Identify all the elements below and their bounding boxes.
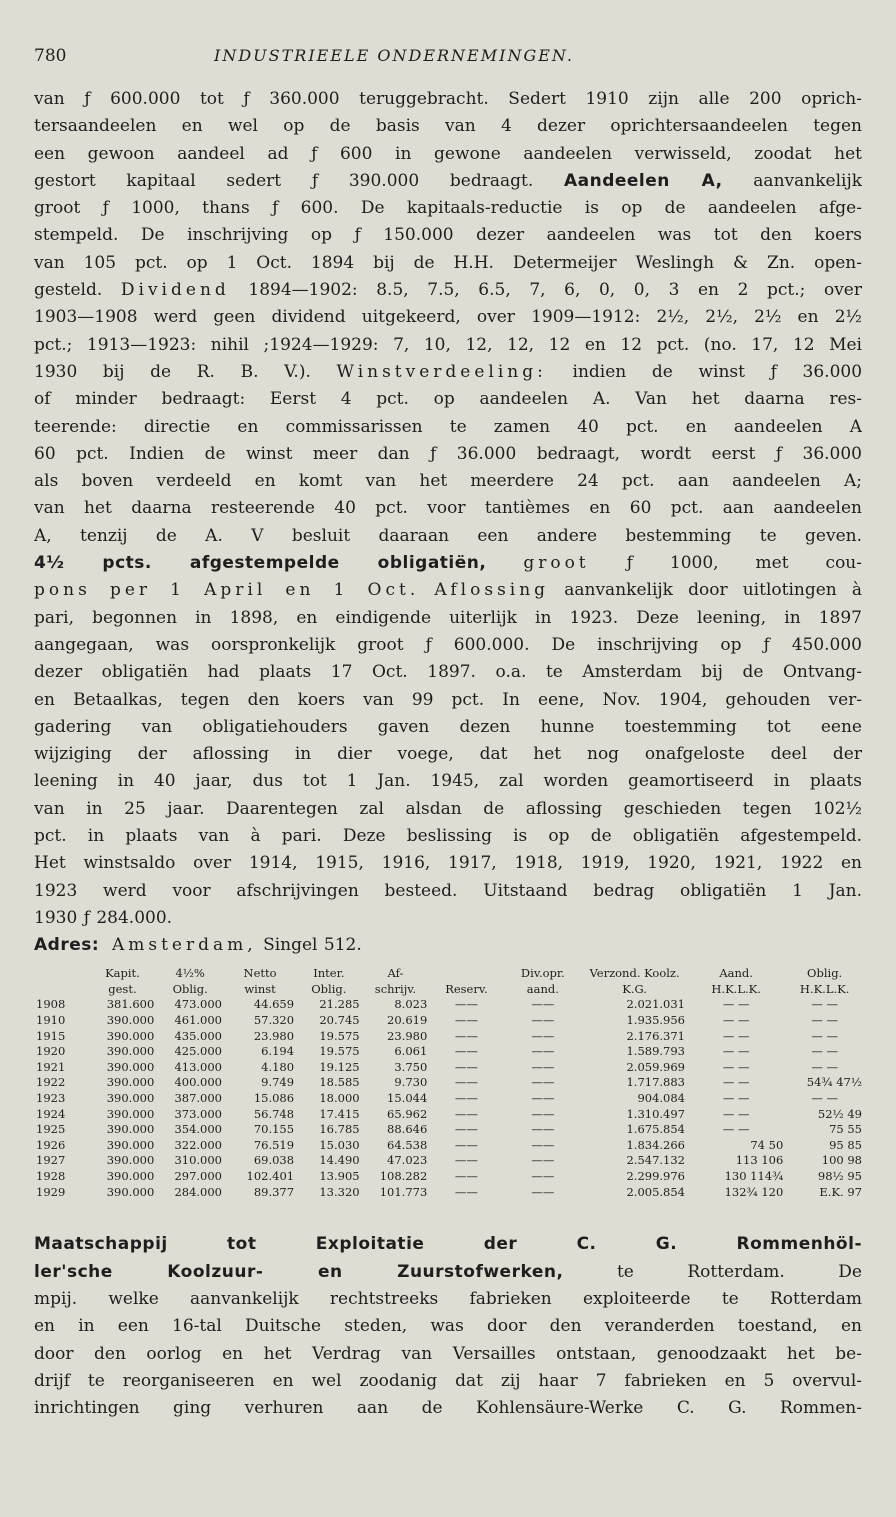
table-row: [34, 1090, 864, 1106]
table-header-cell: winst: [244, 981, 276, 996]
table-cell: 390.000: [106, 1044, 155, 1059]
table-cell: ——: [454, 1106, 478, 1121]
table-header-cell: Kapit.: [105, 966, 140, 981]
table-header-cell: K.G.: [622, 981, 647, 996]
table-cell: 64.538: [387, 1137, 428, 1152]
table-cell: 1.717.883: [626, 1075, 685, 1090]
table-cell: 18.585: [319, 1075, 360, 1090]
table-cell: ——: [531, 1169, 555, 1184]
table-cell: 354.000: [174, 1122, 222, 1137]
table-cell: 89.377: [253, 1184, 295, 1199]
table-cell: — —: [722, 1122, 750, 1137]
table-cell: 284.000: [174, 1184, 222, 1199]
table-header-cell: Verzond. Koolz.: [589, 966, 680, 981]
table-cell: 100 98: [821, 1153, 862, 1168]
table-cell: ——: [454, 1153, 478, 1168]
text-line: [34, 550, 862, 577]
table-header-cell: Oblig.: [172, 981, 208, 996]
year-cell: 1915: [36, 1028, 66, 1043]
table-header-cell: schrijv.: [374, 981, 417, 996]
table-cell: 390.000: [106, 1122, 155, 1137]
year-cell: 1929: [36, 1184, 66, 1199]
table-cell: ——: [454, 1075, 478, 1090]
year-cell: 1926: [36, 1137, 66, 1152]
table-cell: 19.125: [319, 1059, 360, 1074]
table-cell: 95 85: [829, 1137, 862, 1152]
table-cell: 1.935.956: [626, 1013, 685, 1028]
text-line: inrichtingen ging verhuren aan de Kohlensäure-Werke C. G. Rommen-: [34, 1398, 862, 1419]
table-cell: 322.000: [174, 1137, 222, 1152]
table-cell: 425.000: [174, 1044, 222, 1059]
text-line: 1903—1908 werd geen dividend uitgekeerd, over 1909—1912: 2½, 2½, 2½ en 2½: [34, 307, 862, 328]
table-cell: ——: [454, 997, 478, 1012]
table-cell: ——: [531, 1091, 555, 1106]
table-cell: 1.310.497: [626, 1106, 685, 1121]
table-cell: — —: [811, 1013, 838, 1028]
table-cell: 52½ 49: [817, 1106, 862, 1121]
table-row: [34, 1184, 864, 1200]
running-title: INDUSTRIEELE ONDERNEMINGEN.: [214, 46, 574, 65]
table-cell: 69.038: [253, 1153, 295, 1168]
table-cell: 9.730: [394, 1075, 428, 1090]
text-fragment: indien de winst ƒ 36.000: [572, 361, 862, 382]
table-cell: 6.061: [394, 1044, 428, 1059]
table-row: [34, 1121, 864, 1137]
table-cell: 20.745: [319, 1013, 360, 1028]
year-cell: 1908: [36, 997, 66, 1012]
text-line: gadering van obligatiehouders gaven dezen hunne toestemming tot eene: [34, 716, 862, 737]
table-cell: 19.575: [319, 1044, 360, 1059]
table-cell: 2.547.132: [626, 1153, 685, 1168]
text-line: stempeld. De inschrijving op ƒ 150.000 dezer aandeelen was tot den koers: [34, 225, 862, 246]
table-cell: 19.575: [319, 1028, 360, 1043]
table-cell: ——: [531, 1044, 555, 1059]
table-cell: — —: [722, 1013, 750, 1028]
table-row: [34, 1137, 864, 1153]
year-cell: 1925: [36, 1122, 66, 1137]
text-line: A, tenzij de A. V besluit daaraan een andere bestemming te geven.: [34, 525, 862, 546]
table-cell: ——: [531, 997, 555, 1012]
table-header-row: [34, 981, 864, 997]
table-cell: 20.619: [387, 1013, 428, 1028]
table-cell: — —: [811, 1028, 838, 1043]
table-header-cell: [429, 966, 503, 982]
table-cell: 381.600: [106, 997, 155, 1012]
table-cell: ——: [531, 1075, 555, 1090]
table-cell: ——: [531, 1106, 555, 1121]
table-header-cell: Reserv.: [445, 981, 488, 996]
table-cell: ——: [454, 1028, 478, 1043]
table-cell: 102.401: [246, 1169, 295, 1184]
table-cell: 74 50: [750, 1137, 784, 1152]
table-body: [34, 997, 864, 1200]
text-fragment: pons per 1 April en 1 Oct.: [34, 580, 420, 601]
text-fragment: te Rotterdam. De: [616, 1261, 862, 1282]
table-header-cell: Oblig.: [807, 966, 843, 981]
table-cell: E.K. 97: [819, 1184, 862, 1199]
table-cell: 461.000: [174, 1013, 222, 1028]
table-header-cell: gest.: [108, 981, 137, 996]
text-line: aangegaan, was oorspronkelijk groot ƒ 600.000. De inschrijving op ƒ 450.000: [34, 634, 862, 655]
table-cell: 390.000: [106, 1184, 155, 1199]
text-line: van in 25 jaar. Daarentegen zal alsdan de aflossing geschieden tegen 102½: [34, 798, 862, 819]
table-header-cell: H.K.L.K.: [799, 981, 850, 996]
table-cell: 390.000: [106, 1137, 155, 1152]
table-header-cell: Netto: [243, 966, 277, 981]
table-cell: — —: [811, 1091, 838, 1106]
table-cell: ——: [454, 1122, 478, 1137]
table-cell: 1.589.793: [626, 1044, 685, 1059]
table-cell: 387.000: [174, 1091, 222, 1106]
text-line: van het daarna resteerende 40 pct. voor tantièmes en 60 pct. aan aandeelen: [34, 498, 862, 519]
address-city: Amsterdam,: [111, 935, 257, 956]
table-cell: 400.000: [174, 1075, 222, 1090]
table-cell: — —: [811, 1044, 838, 1059]
text-line: een gewoon aandeel ad ƒ 600 in gewone aandeelen verwisseld, zoodat het: [34, 143, 862, 164]
text-line: [34, 1259, 862, 1286]
table-cell: ——: [454, 1169, 478, 1184]
table-cell: 2.299.976: [626, 1169, 685, 1184]
year-cell: 1927: [36, 1153, 66, 1168]
table-cell: 390.000: [106, 1106, 155, 1121]
table-cell: 310.000: [174, 1153, 222, 1168]
table-cell: — —: [722, 1106, 750, 1121]
text-line: en in een 16-tal Duitsche steden, was door den veranderden toestand, en: [34, 1316, 862, 1337]
text-line: als boven verdeeld en komt van het meerdere 24 pct. aan aandeelen A;: [34, 471, 862, 492]
table-cell: — —: [811, 1059, 838, 1074]
address-label: Adres:: [34, 935, 100, 956]
table-cell: 3.750: [394, 1059, 428, 1074]
table-cell: 390.000: [106, 1013, 155, 1028]
table-cell: 65.962: [387, 1106, 428, 1121]
text-line: [34, 359, 862, 386]
shares-a-heading: Aandeelen A,: [563, 170, 723, 191]
text-line: van ƒ 600.000 tot ƒ 360.000 teruggebracht. Sedert 1910 zijn alle 200 oprich-: [34, 89, 862, 109]
table-cell: 70.155: [253, 1122, 295, 1137]
text-fragment: gestort kapitaal sedert ƒ 390.000 bedraagt.: [34, 170, 534, 191]
table-cell: 15.086: [253, 1091, 295, 1106]
table-cell: 18.000: [319, 1091, 360, 1106]
text-line: 1930 ƒ 284.000.: [34, 907, 173, 928]
table-cell: 473.000: [174, 997, 222, 1012]
table-cell: ——: [531, 1028, 555, 1043]
profit-distribution-label: Winstverdeeling:: [336, 361, 547, 382]
page-number: 780: [34, 46, 67, 66]
table-cell: 904.084: [637, 1091, 685, 1106]
table-cell: 435.000: [174, 1028, 222, 1043]
table-cell: 9.749: [261, 1075, 295, 1090]
table-cell: 54¾ 47½: [806, 1075, 862, 1090]
table-header-cell: Oblig.: [311, 981, 347, 996]
table-cell: 1.675.854: [626, 1122, 685, 1137]
table-cell: 1.834.266: [626, 1137, 685, 1152]
table-cell: ——: [531, 1184, 555, 1199]
table-cell: 297.000: [174, 1169, 222, 1184]
table-cell: 373.000: [174, 1106, 222, 1121]
table-row: [34, 1106, 864, 1122]
table-cell: 75 55: [829, 1122, 862, 1137]
table-cell: 57.320: [253, 1013, 295, 1028]
text-line: Het winstsaldo over 1914, 1915, 1916, 1917, 1918, 1919, 1920, 1921, 1922 en: [34, 853, 862, 874]
table-cell: 390.000: [106, 1028, 155, 1043]
table-header-cell: Af-: [387, 966, 404, 981]
text-line: of minder bedraagt: Eerst 4 pct. op aandeelen A. Van het daarna res-: [34, 389, 862, 410]
year-cell: 1924: [36, 1106, 66, 1121]
address-line: [34, 932, 862, 959]
table-cell: 8.023: [394, 997, 428, 1012]
table-cell: 44.659: [253, 997, 295, 1012]
table-cell: 2.176.371: [626, 1028, 685, 1043]
table-cell: 2.005.854: [626, 1184, 685, 1199]
table-cell: ——: [531, 1153, 555, 1168]
text-line: 1923 werd voor afschrijvingen besteed. Uitstaand bedrag obligatiën 1 Jan.: [34, 880, 862, 901]
table-cell: ——: [454, 1013, 478, 1028]
text-fragment: groot: [523, 553, 590, 574]
table-cell: 108.282: [379, 1169, 428, 1184]
table-row: [34, 1168, 864, 1184]
table-cell: 390.000: [106, 1059, 155, 1074]
text-line: pari, begonnen in 1898, en eindigende uiterlijk in 1923. Deze leening, in 1897: [34, 607, 862, 628]
text-fragment: aanvankelijk: [753, 170, 862, 191]
table-cell: — —: [722, 1028, 750, 1043]
text-line: [34, 1231, 862, 1258]
text-line: door den oorlog en het Verdrag van Versailles ontstaan, genoodzaakt het be-: [34, 1343, 862, 1364]
text-line: [34, 577, 862, 604]
table-row: [34, 1059, 864, 1075]
table-cell: 88.646: [387, 1122, 428, 1137]
table-row: [34, 1043, 864, 1059]
table-cell: ——: [531, 1013, 555, 1028]
text-line: groot ƒ 1000, thans ƒ 600. De kapitaals-reductie is op de aandeelen afge-: [34, 198, 862, 219]
text-fragment: 1930 bij de R. B. V.).: [34, 361, 311, 382]
table-cell: — —: [722, 1059, 750, 1074]
table-cell: 132¾ 120: [724, 1184, 784, 1199]
year-cell: 1921: [36, 1059, 66, 1074]
year-cell: 1923: [36, 1091, 66, 1106]
table-cell: ——: [454, 1044, 478, 1059]
table-header-cell: 4½%: [175, 966, 205, 981]
table-row: [34, 997, 864, 1013]
table-row: [34, 1012, 864, 1028]
table-cell: ——: [454, 1137, 478, 1152]
text-line: tersaandeelen en wel op de basis van 4 dezer oprichtersaandeelen tegen: [34, 116, 862, 137]
table-cell: — —: [722, 1075, 750, 1090]
text-line: en Betaalkas, tegen den koers van 99 pct. In eene, Nov. 1904, gehouden ver-: [34, 689, 862, 710]
table-header-cell: H.K.L.K.: [711, 981, 761, 996]
table-cell: 16.785: [319, 1122, 360, 1137]
table-row: [34, 1028, 864, 1044]
table-row: [34, 1153, 864, 1169]
year-cell: 1928: [36, 1169, 66, 1184]
year-cell: 1922: [36, 1075, 66, 1090]
table-cell: 413.000: [174, 1059, 222, 1074]
table-cell: 101.773: [379, 1184, 428, 1199]
table-cell: — —: [722, 997, 750, 1012]
text-line: pct. in plaats van à pari. Deze beslissing is op de obligatiën afgestempeld.: [34, 826, 862, 847]
table-cell: 76.519: [253, 1137, 295, 1152]
table-header-cell: Inter.: [313, 966, 345, 981]
text-line: leening in 40 jaar, dus tot 1 Jan. 1945, zal worden geamortiseerd in plaats: [34, 771, 862, 792]
table-cell: 21.285: [319, 997, 360, 1012]
table-cell: 390.000: [106, 1169, 155, 1184]
table-cell: 15.044: [387, 1091, 428, 1106]
dividend-values: 1894—1902: 8.5, 7.5, 6.5, 7, 6, 0, 0, 3 en 2 pct.; over: [248, 280, 862, 301]
table-cell: 23.980: [253, 1028, 295, 1043]
year-cell: 1910: [36, 1013, 66, 1028]
company-text: [34, 86, 862, 960]
text-fragment: gesteld.: [34, 280, 103, 301]
table-cell: ——: [454, 1184, 478, 1199]
table-cell: ——: [531, 1059, 555, 1074]
table-cell: 23.980: [387, 1028, 428, 1043]
text-fragment: ƒ 1000, met cou-: [626, 553, 862, 574]
text-line: [34, 168, 862, 195]
table-cell: 14.490: [319, 1153, 360, 1168]
table-header-cell: [34, 981, 89, 997]
text-line: teerende: directie en commissarissen te zamen 40 pct. en aandeelen A: [34, 416, 862, 437]
table-cell: — —: [811, 997, 838, 1012]
text-line: van 105 pct. op 1 Oct. 1894 bij de H.H. Determeijer Weslingh & Zn. open-: [34, 252, 862, 273]
table-cell: 130 114¾: [724, 1169, 784, 1184]
bonds-heading: 4½ pcts. afgestempelde obligatiën,: [34, 553, 487, 574]
table-cell: 15.030: [319, 1137, 360, 1152]
text-line: drijf te reorganiseeren en wel zoodanig dat zij haar 7 fabrieken en 5 overvul-: [34, 1370, 862, 1391]
table-cell: 17.415: [319, 1106, 360, 1121]
table-cell: 47.023: [387, 1153, 428, 1168]
address-street: Singel 512.: [263, 935, 362, 956]
company-heading-cont: ler'sche Koolzuur- en Zuurstofwerken,: [34, 1261, 564, 1282]
table-row: [34, 1075, 864, 1091]
table-cell: 113 106: [735, 1153, 784, 1168]
financial-table: [34, 966, 864, 1200]
table-cell: 56.748: [253, 1106, 295, 1121]
table-cell: 13.320: [319, 1184, 360, 1199]
text-line: mpij. welke aanvankelijk rechtstreeks fabrieken exploiteerde te Rotterdam: [34, 1289, 862, 1309]
table-cell: ——: [531, 1137, 555, 1152]
text-line: dezer obligatiën had plaats 17 Oct. 1897. o.a. te Amsterdam bij de Ontvang-: [34, 662, 862, 683]
table-header-cell: Div.opr.: [520, 966, 565, 981]
redemption-label: Aflossing: [434, 580, 550, 601]
table-header-cell: [34, 966, 89, 982]
running-head: [34, 46, 862, 86]
table-cell: 6.194: [261, 1044, 295, 1059]
text-line: 60 pct. Indien de winst meer dan ƒ 36.000 bedraagt, wordt eerst ƒ 36.000: [34, 443, 862, 464]
dividend-label: Dividend: [120, 280, 230, 301]
table-cell: — —: [722, 1091, 750, 1106]
table-cell: 2.021.031: [626, 997, 685, 1012]
table-cell: 13.905: [319, 1169, 360, 1184]
text-line: wijziging der aflossing in dier voege, dat het nog onafgeloste deel der: [34, 744, 862, 765]
text-line: pct.; 1913—1923: nihil ;1924—1929: 7, 10, 12, 12, 12 en 12 pct. (no. 17, 12 Mei: [34, 334, 862, 355]
table-cell: ——: [454, 1091, 478, 1106]
table-cell: 390.000: [106, 1091, 155, 1106]
company-text-2: [34, 1231, 862, 1422]
table-cell: 2.059.969: [626, 1059, 685, 1074]
table-header-cell: Aand.: [719, 966, 753, 981]
year-cell: 1920: [36, 1044, 66, 1059]
table-cell: 4.180: [261, 1059, 295, 1074]
table-cell: 390.000: [106, 1075, 155, 1090]
table-cell: 390.000: [106, 1153, 155, 1168]
text-line: [34, 277, 862, 304]
table-cell: — —: [722, 1044, 750, 1059]
text-fragment: aanvankelijk door uitlotingen à: [564, 580, 862, 601]
table-cell: ——: [454, 1059, 478, 1074]
table-cell: ——: [531, 1122, 555, 1137]
company-heading: Maatschappij tot Exploitatie der C. G. Rommenhöl-: [34, 1234, 862, 1255]
table-header-row: [34, 966, 864, 982]
table-header-cell: aand.: [526, 981, 559, 996]
table-cell: 98½ 95: [817, 1169, 862, 1184]
